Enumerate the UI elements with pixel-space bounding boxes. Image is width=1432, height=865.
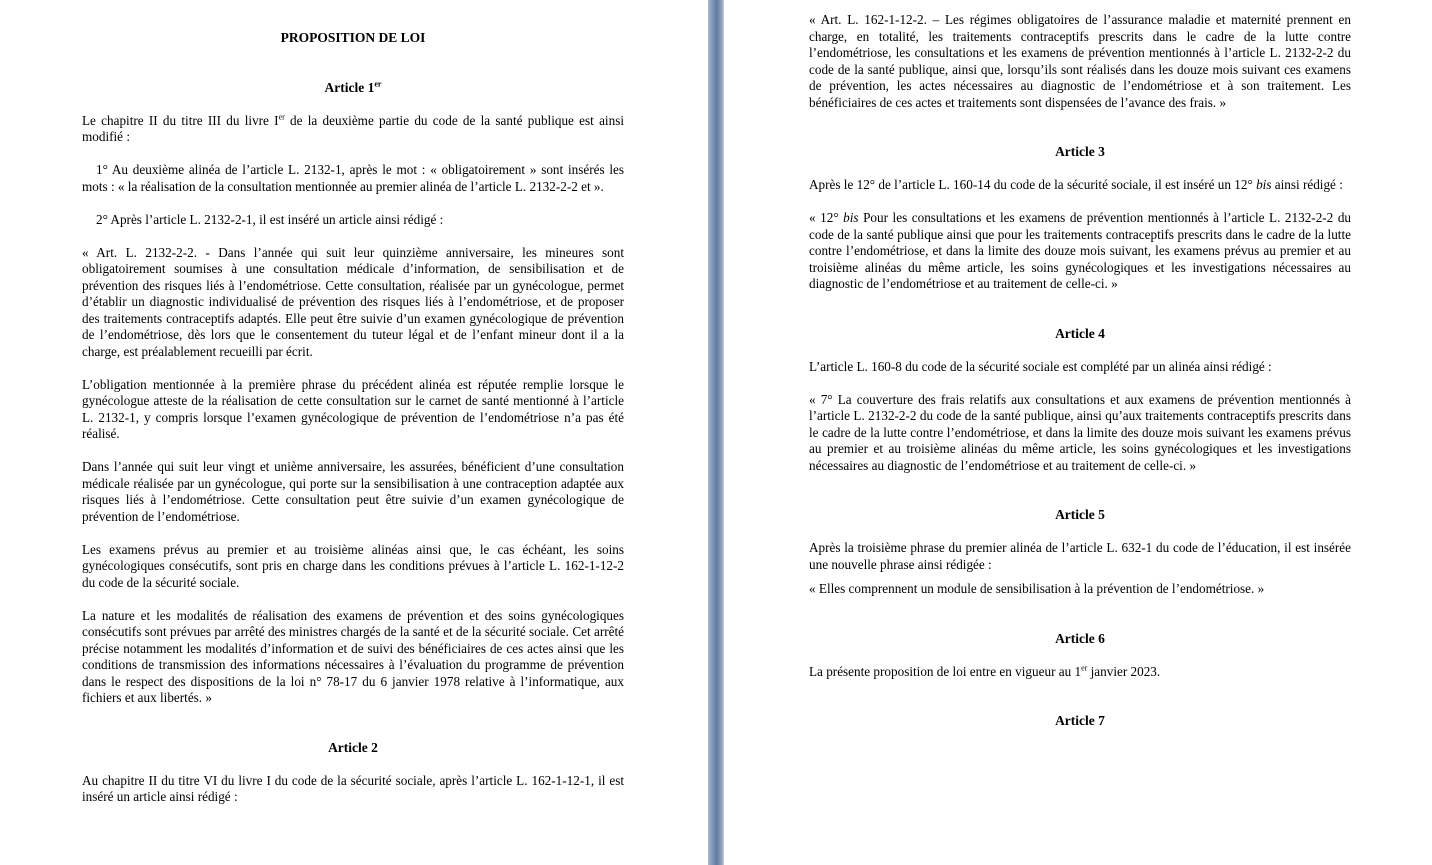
article-6-heading: Article 6 (1055, 630, 1105, 646)
article-1-item-1: 1° Au deuxième alinéa de l’article L. 2132-1, après le mot : « obligatoirement » sont insérés les mots : « la réalisation de la consultation mentionnée au premier alinéa de l’article L. 2132-2-2 et ». (82, 162, 624, 194)
article-3-quote: « 12° bis Pour les consultations et les examens de prévention mentionnés à l’article L. 2132-2-2 du code de la santé publique ainsi que pour les traitements contraceptifs prescrits dans le cadre de la lutte contre l’endométriose, et dans la limite des douze mois suivant, les examens prévus au premier et au troisième alinéas du même article, les soins gynécologiques et les investigations nécessaires au diagnostic de l’endométriose et au traitement de celle-ci. » (809, 210, 1352, 291)
article-3-intro: Après le 12° de l’article L. 160-14 du code de la sécurité sociale, il est inséré un 12° bis ainsi rédigé : (809, 177, 1343, 192)
article-4-intro: L’article L. 160-8 du code de la sécurité sociale est complété par un alinéa ainsi rédigé : (809, 358, 1272, 374)
article-1-paragraph: La nature et les modalités de réalisation des examens de prévention et des soins gynécologiques consécutifs sont prévues par arrêté des ministres chargés de la santé et de la sécurité sociale. Cet arrêté précise notamment les modalités d’information et de suivi des bénéficiaires de ces actes ainsi que les conditions de transmission des informations nécessaires à l’évaluation du programme de prévention dans le respect des dispositions de la loi n° 78-17 du 6 janvier 1978 relative à l’informatique, aux fichiers et aux libertés. » (82, 607, 624, 705)
article-1-paragraph: Dans l’année qui suit leur vingt et unième anniversaire, les assurées, bénéficient d’une consultation médicale réalisée par un gynécologue, qui porte sur la sensibilisation à une contraception adaptée aux risques liés à l’endométriose. Cette consultation peut être suivie d’un examen gynécologique de prévention de l’endométriose. (82, 459, 624, 524)
article-4-heading: Article 4 (1055, 325, 1105, 341)
article-1-intro: Le chapitre II du titre III du livre Ier de la deuxième partie du code de la santé publique est ainsi modifié : (82, 112, 624, 144)
article-1-heading: Article 1er (324, 79, 382, 95)
page-gutter (708, 0, 724, 865)
article-5-heading: Article 5 (1055, 507, 1105, 522)
right-page-text (809, 12, 1351, 746)
left-page-text (82, 12, 624, 822)
article-2-continuation: « Art. L. 162-1-12-2. – Les régimes obligatoires de l’assurance maladie et maternité prennent en charge, en totalité, les traitements contraceptifs prescrits dans le cadre de la lutte contre l’endométriose, les consultations et les examens de prévention mentionnés à l’article L. 2132-2-2 du code de la santé publique, ainsi que, lorsqu’ils sont réalisés dans les douze mois suivant ces examens de prévention, les actes nécessaires au diagnostic de l’endométriose et à son traitement. Les bénéficiaires de ces actes et traitements sont dispensées de l’avance des frais. » (809, 12, 1351, 110)
article-7-heading: Article 7 (1055, 713, 1105, 728)
article-2-text: Au chapitre II du titre VI du livre I du code de la sécurité sociale, après l’article L. 162-1-12-1, il est inséré un article ainsi rédigé : (82, 772, 624, 804)
article-3-heading: Article 3 (1055, 144, 1105, 159)
article-1-item-2: 2° Après l’article L. 2132-2-1, il est inséré un article ainsi rédigé : (96, 211, 444, 227)
article-5-intro: Après la troisième phrase du premier alinéa de l’article L. 632-1 du code de l’éducation, il est insérée une nouvelle phrase ainsi rédigée : (809, 540, 1351, 572)
right-page (724, 0, 1432, 865)
document-title: PROPOSITION DE LOI (280, 30, 426, 45)
article-6-text: La présente proposition de loi entre en vigueur au 1er janvier 2023. (809, 663, 1161, 679)
article-1-paragraph: Les examens prévus au premier et au troisième alinéas ainsi que, le cas échéant, les soins gynécologiques consécutifs, sont pris en charge dans les conditions prévues à l’article L. 162-1-12-2 du code de la sécurité sociale. (82, 541, 624, 590)
left-page (0, 0, 708, 865)
article-1-paragraph: L’obligation mentionnée à la première phrase du précédent alinéa est réputée remplie lorsque le gynécologue atteste de la réalisation de cette consultation sur le carnet de santé mentionné à l’article L. 2132-1, y compris lorsque l’examen gynécologique de prévention de l’endométriose n’a pas été réalisé. (82, 376, 624, 441)
article-1-paragraph: « Art. L. 2132-2-2. - Dans l’année qui suit leur quinzième anniversaire, les mineures sont obligatoirement soumises à une consultation médicale d’information, de sensibilisation et de prévention des risques liés à l’endométriose. Cette consultation, réalisée par un gynécologue, permet d’établir un diagnostic individualisé de prévention des risques liés à l’endométriose, et de proposer des traitements contraceptifs adaptés. Elle peut être suivie d’un examen gynécologique de prévention de l’endométriose, dès lors que le consentement du tuteur légal et de l’enfant mineur dont il a la charge, est préalablement recueilli par écrit. (82, 244, 624, 359)
article-4-quote: « 7° La couverture des frais relatifs aux consultations et aux examens de prévention mentionnés à l’article L. 2132-2-2 du code de la santé publique, ainsi qu’aux traitements contraceptifs prescrits dans le cadre de la lutte contre l’endométriose, et dans la limite des douze mois suivant les examens prévus au premier et au troisième alinéas du même article, les soins gynécologiques et les investigations nécessaires au diagnostic de l’endométriose et au traitement de celle-ci. » (809, 391, 1351, 473)
article-2-heading: Article 2 (328, 739, 378, 755)
article-5-quote: « Elles comprennent un module de sensibilisation à la prévention de l’endométriose. » (809, 581, 1265, 596)
